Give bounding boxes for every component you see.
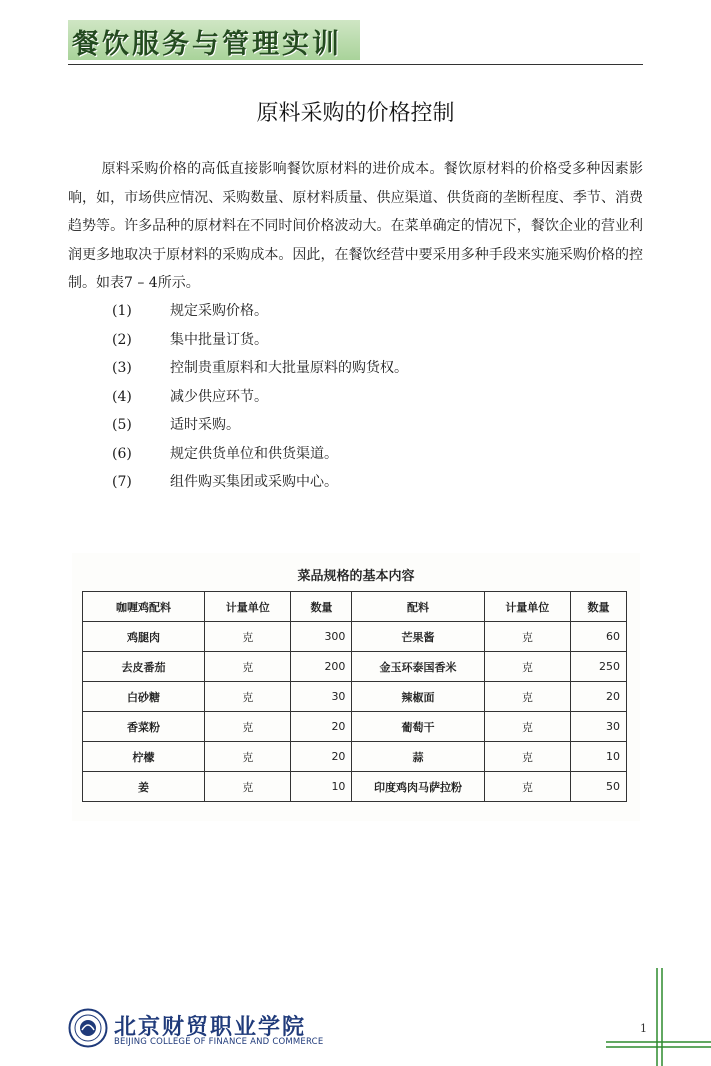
column-header: 计量单位: [205, 592, 291, 622]
table-cell: 克: [484, 772, 570, 802]
college-name-english: BEIJING COLLEGE OF FINANCE AND COMMERCE: [114, 1037, 324, 1047]
table-cell: 克: [205, 742, 291, 772]
table-cell: 克: [205, 712, 291, 742]
list-item-number: (3): [112, 360, 132, 376]
measure-list: [112, 297, 632, 497]
intro-paragraph: 原料采购价格的高低直接影响餐饮原材料的进价成本。餐饮原材料的价格受多种因素影响，如，市场供应情况、采购数量、原材料质量、供应渠道、供货商的垄断程度、季节、消费趋势等。许多品种的原材料在不同时间价格波动大。在菜单确定的情况下，餐饮企业的营业利润更多地取决于原材料的采购成本。因此，在餐饮经营中要采用多种手段来实施采购价格的控制。如表7 – 4所示。: [68, 161, 643, 291]
table-cell: 10: [571, 742, 627, 772]
table-header-row: [83, 592, 627, 622]
list-item: [112, 326, 632, 355]
table-cell: 克: [484, 712, 570, 742]
list-item-number: (5): [112, 417, 132, 433]
table-cell: 克: [205, 682, 291, 712]
table-cell: 克: [205, 652, 291, 682]
table-cell: 20: [291, 712, 352, 742]
list-item: [112, 354, 632, 383]
document-title: 原料采购的价格控制: [256, 101, 455, 126]
list-item-text: 集中批量订货。: [170, 331, 268, 348]
list-item-number: (1): [112, 303, 132, 319]
header-rule: [68, 64, 643, 65]
table-cell: 250: [571, 652, 627, 682]
list-item-text: 组件购买集团或采购中心。: [170, 474, 338, 490]
table-cell: 200: [291, 652, 352, 682]
table-cell: 60: [571, 622, 627, 652]
header-title: 餐饮服务与管理实训: [72, 29, 342, 60]
list-item-text: 规定供货单位和供货渠道。: [170, 445, 338, 462]
list-item-text: 控制贵重原料和大批量原料的购货权。: [170, 360, 408, 376]
list-item-number: (2): [112, 331, 132, 348]
table-row: [83, 772, 627, 802]
table-cell: 10: [291, 772, 352, 802]
table-cell: 蒜: [352, 742, 484, 772]
list-item-number: (7): [112, 474, 132, 490]
column-header: 计量单位: [484, 592, 570, 622]
table-cell: 姜: [83, 772, 205, 802]
table-cell: 20: [571, 682, 627, 712]
corner-crop-mark: [600, 968, 711, 1066]
list-item-text: 减少供应环节。: [170, 388, 268, 405]
table-cell: 300: [291, 622, 352, 652]
table-cell: 20: [291, 742, 352, 772]
list-item: [112, 468, 632, 497]
table-cell: 香菜粉: [83, 712, 205, 742]
table-cell: 芒果酱: [352, 622, 484, 652]
table-cell: 印度鸡肉马萨拉粉: [352, 772, 484, 802]
table-cell: 克: [484, 742, 570, 772]
ingredient-spec-table: [82, 591, 627, 802]
table-cell: 30: [291, 682, 352, 712]
list-item-text: 适时采购。: [170, 417, 240, 433]
table-cell: 克: [205, 622, 291, 652]
column-header: 配料: [352, 592, 484, 622]
page-number: 1: [640, 1022, 647, 1035]
table-cell: 鸡腿肉: [83, 622, 205, 652]
column-header: 数量: [571, 592, 627, 622]
table-row: [83, 742, 627, 772]
list-item: [112, 383, 632, 412]
table-cell: 辣椒面: [352, 682, 484, 712]
table-row: [83, 652, 627, 682]
list-item-number: (6): [112, 445, 132, 462]
table-cell: 30: [571, 712, 627, 742]
list-item: [112, 440, 632, 469]
table-cell: 去皮番茄: [83, 652, 205, 682]
table-cell: 葡萄干: [352, 712, 484, 742]
table-cell: 克: [484, 622, 570, 652]
list-item-number: (4): [112, 388, 132, 405]
college-seal-icon: [68, 1008, 108, 1048]
table-row: [83, 622, 627, 652]
list-item: [112, 411, 632, 440]
table-cell: 50: [571, 772, 627, 802]
college-name-chinese: 北京财贸职业学院: [114, 1014, 307, 1040]
column-header: 咖喱鸡配料: [83, 592, 205, 622]
table-caption: 菜品规格的基本内容: [297, 569, 415, 584]
scanned-table-image: [72, 553, 640, 821]
list-item-text: 规定采购价格。: [170, 303, 268, 319]
table-cell: 柠檬: [83, 742, 205, 772]
table-cell: 克: [484, 652, 570, 682]
list-item: [112, 297, 632, 326]
table-row: [83, 712, 627, 742]
table-cell: 白砂糖: [83, 682, 205, 712]
table-cell: 金玉环泰国香米: [352, 652, 484, 682]
column-header: 数量: [291, 592, 352, 622]
table-cell: 克: [205, 772, 291, 802]
table-row: [83, 682, 627, 712]
table-cell: 克: [484, 682, 570, 712]
